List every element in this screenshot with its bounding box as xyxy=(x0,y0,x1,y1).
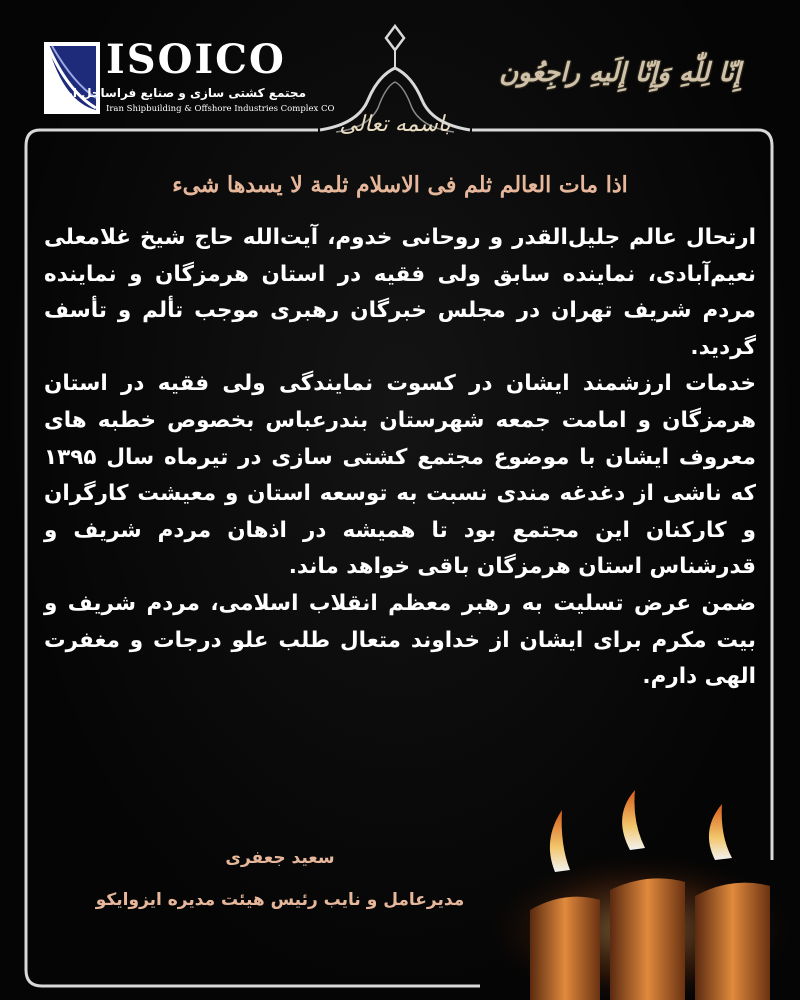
dome-ornament-icon xyxy=(318,20,472,170)
logo-persian-name: مجتمع کشتی سازی و صنایع فراساحل ایران xyxy=(46,86,306,100)
signatory-title: مدیرعامل و نایب رئیس هیئت مدیره ایزوایکو xyxy=(95,890,465,910)
subtitle-hadith: اذا مات العالم ثلم فی الاسلام ثلمة لا یسدها شیء xyxy=(172,172,628,198)
signatory-name: سعید جعفری xyxy=(225,848,335,868)
isoico-logo-icon xyxy=(44,42,100,114)
logo-english-name: Iran Shipbuilding & Offshore Industries Complex CO xyxy=(106,104,335,114)
header-calligraphy xyxy=(470,28,770,138)
candles-icon xyxy=(470,790,800,1000)
message-paragraph-3: ضمن عرض تسلیت به رهبر معظم انقلاب اسلامی، مردم شریف و بیت مکرم برای ایشان از خداوند متعال طلب علو درجات و مغفرت الهی دارم. xyxy=(44,590,756,690)
dome-calligraphy: باسمه تعالی xyxy=(339,112,451,137)
header-calligraphy-text: إِنّا لِلّٰهِ وَإِنّا إِلَیهِ راجِعُون xyxy=(499,58,741,88)
message-paragraph-1: ارتحال عالم جلیل‌القدر و روحانی خدوم، آیت‌الله حاج شیخ غلامعلی نعیم‌آبادی، نماینده سابق ولی فقیه در استان هرمزگان و نماینده مردم شریف تهران در مجلس خبرگان رهبری موجب تألم و تأسف گردید. xyxy=(44,225,756,360)
dome-ornament xyxy=(318,20,472,170)
condolence-message xyxy=(44,220,756,696)
message-paragraph-2: خدمات ارزشمند ایشان در کسوت نمایندگی ولی فقیه در استان هرمزگان و امامت جمعه شهرستان بندرعباس بخصوص خطبه های معروف ایشان با موضوع مجتمع کشتی سازی در تیرماه سال ۱۳۹۵ که ناشی از دغدغه مندی نسبت به توسعه استان و معیشت کارگران و کارکنان این مجتمع بود تا همیشه در اذهان مردم شریف و قدرشناس استان هرمزگان باقی خواهد ماند. xyxy=(44,371,756,580)
company-logo xyxy=(44,36,335,120)
logo-name: ISOICO xyxy=(106,36,286,83)
